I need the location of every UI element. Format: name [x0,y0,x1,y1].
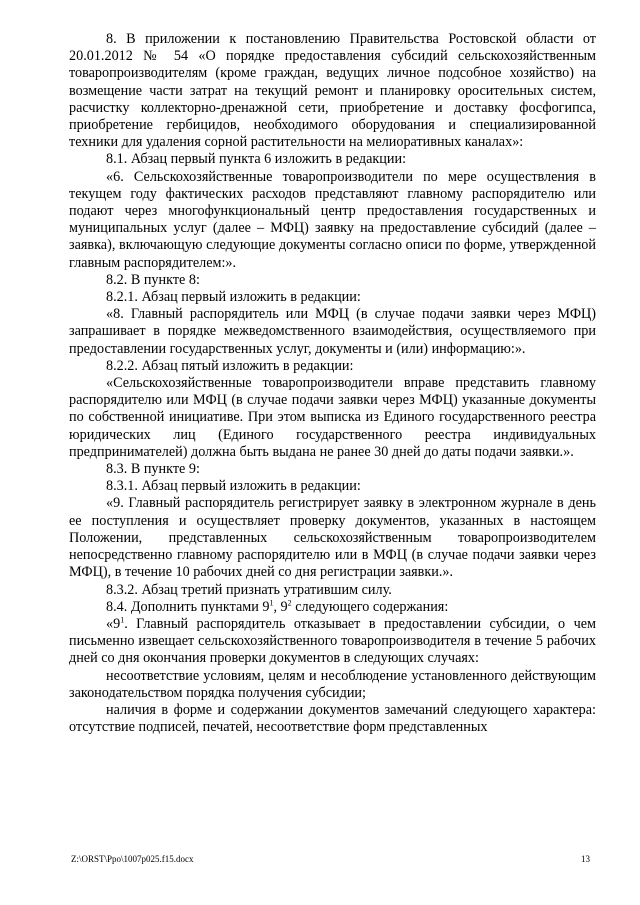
text-run: 8.4. Дополнить пунктами 9 [106,598,270,615]
paragraph: «9. Главный распорядитель регистрирует заявку в электронном журнале в день ее поступления и осуществляет проверку документов, указанных в настоящем Положении, представленных сельскохозяйственным товаропроизводителем непосредственно главному распорядителю или в МФЦ (в случае подачи заявки через МФЦ), в течение 10 рабочих дней со дня регистрации заявки.». [69,495,596,581]
paragraph: «6. Сельскохозяйственные товаропроизводители по мере осуществления в текущем году фактических расходов представляют главному распорядителю или подают через многофункциональный центр предоставления государственных и муниципальных услуг (далее – МФЦ) заявку на предоставление субсидий (далее – заявка), включающую следующие документы согласно описи по форме, утвержденной главным распорядителем:». [69,168,596,271]
paragraph-point-9-1 [69,616,596,668]
text-run: . Главный распорядитель отказывает в предоставлении субсидии, о чем письменно извещает сельскохозяйственного товаропроизводителя в течение 5 рабочих дней со дня окончания проверки документов в следующих случаях: [69,615,596,667]
text-run: следующего содержания: [291,598,449,615]
text-run: , 9 [273,598,288,615]
paragraph-add-points [69,599,596,616]
paragraph: «Сельскохозяйственные товаропроизводители вправе представить главному распорядителю или МФЦ (в случае подачи заявки через МФЦ) указанные документы по собственной инициативе. При этом выписка из Единого государственного реестра юридических лиц (Единого государственного реестра индивидуальных предпринимателей) должна быть выдана не ранее 30 дней до даты подачи заявки.». [69,375,596,460]
paragraph: наличия в форме и содержании документов замечаний следующего характера: отсутствие подписей, печатей, несоответствие форм представленных [69,701,596,736]
page-footer [71,854,590,864]
paragraph: несоответствие условиям, целям и несоблюдение установленного действующим законодательством порядка получения субсидии; [69,667,596,701]
superscript: 2 [287,597,292,607]
paragraph: 8. В приложении к постановлению Правительства Ростовской области от 20.01.2012 № 54 «О порядке предоставления субсидий сельскохозяйственным товаропроизводителям (кроме граждан, ведущих личное подсобное хозяйство) на возмещение части затрат на текущий ремонт и планировку оросительных систем, расчистку коллекторно-дренажной сети, приобретение и доставку фосфогипса, приобретение гербицидов, необходимого оборудования и специализированной техники для удаления сорной растительности на мелиоративных каналах»: [69,31,596,151]
page-number: 13 [581,854,590,864]
paragraph: 8.3.2. Абзац третий признать утратившим силу. [106,581,392,598]
paragraph: 8.3. В пункте 9: [106,461,200,478]
paragraph: 8.1. Абзац первый пункта 6 изложить в редакции: [106,151,407,168]
paragraph: 8.2. В пункте 8: [106,271,200,288]
file-path: Z:\ORST\Ppo\1007p025.f15.docx [71,854,194,864]
text-run: «9 [106,615,121,632]
paragraph: 8.3.1. Абзац первый изложить в редакции: [106,478,361,495]
paragraph: «8. Главный распорядитель или МФЦ (в случае подачи заявки через МФЦ) запрашивает в порядке межведомственного взаимодействия, осуществляемого при предоставлении государственных услуг, документы и (или) информацию:». [69,306,596,357]
paragraph: 8.2.1. Абзац первый изложить в редакции: [106,289,361,306]
superscript: 1 [269,597,274,607]
superscript: 1 [120,615,125,625]
document-body [69,31,596,736]
paragraph: 8.2.2. Абзац пятый изложить в редакции: [106,357,354,374]
